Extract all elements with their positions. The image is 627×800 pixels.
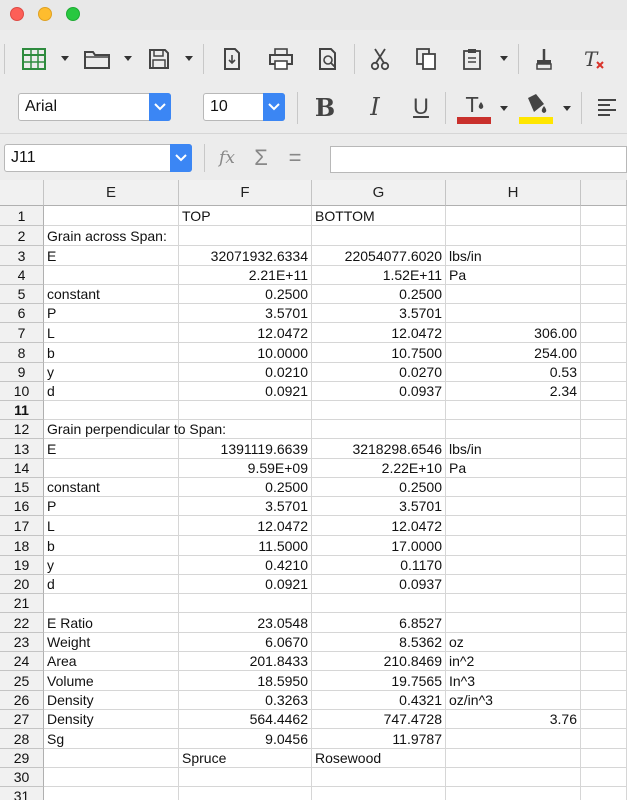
cell-f7[interactable]: 12.0472	[179, 323, 312, 343]
name-box[interactable]	[4, 144, 192, 172]
column-header-i[interactable]	[581, 180, 627, 206]
cell-e13[interactable]: E	[44, 439, 179, 459]
font-size-dropdown-button[interactable]	[263, 93, 285, 121]
cell-i17[interactable]	[581, 516, 627, 536]
cell-i7[interactable]	[581, 323, 627, 343]
cell-h22[interactable]	[446, 613, 581, 633]
column-header-f[interactable]: F	[179, 180, 312, 206]
equals-icon[interactable]: =	[288, 145, 302, 170]
spreadsheet-grid[interactable]	[0, 180, 627, 800]
cell-h11[interactable]	[446, 401, 581, 420]
font-size-combobox[interactable]	[203, 93, 285, 121]
cell-h1[interactable]	[446, 206, 581, 226]
chevron-down-icon[interactable]	[500, 56, 508, 61]
cell-g2[interactable]	[312, 226, 446, 246]
print-preview-icon[interactable]	[314, 46, 342, 72]
cell-e15[interactable]: constant	[44, 478, 179, 497]
cell-h27[interactable]: 3.76	[446, 710, 581, 729]
toolbar-separator	[4, 44, 5, 74]
cell-f19[interactable]: 0.4210	[179, 556, 312, 575]
cell-e27[interactable]: Density	[44, 710, 179, 729]
toolbar-separator	[518, 44, 519, 74]
cell-g12[interactable]	[312, 420, 446, 439]
cell-g22[interactable]: 6.8527	[312, 613, 446, 633]
cell-e14[interactable]	[44, 459, 179, 478]
row-header[interactable]: 16	[0, 497, 44, 516]
cell-i25[interactable]	[581, 671, 627, 691]
cell-f23[interactable]: 6.0670	[179, 633, 312, 652]
row-header[interactable]: 11	[0, 401, 44, 420]
folder-icon[interactable]	[82, 46, 112, 72]
cell-h8[interactable]: 254.00	[446, 343, 581, 363]
cell-e1[interactable]	[44, 206, 179, 226]
cell-i1[interactable]	[581, 206, 627, 226]
cell-g11[interactable]	[312, 401, 446, 420]
row-header[interactable]: 31	[0, 787, 44, 800]
standard-toolbar	[0, 30, 627, 88]
cell-f10[interactable]: 0.0921	[179, 382, 312, 401]
toolbar-separator	[297, 92, 298, 124]
cell-h7[interactable]: 306.00	[446, 323, 581, 343]
cell-i21[interactable]	[581, 594, 627, 613]
cell-f16[interactable]: 3.5701	[179, 497, 312, 516]
cell-g30[interactable]	[312, 768, 446, 787]
cell-e11[interactable]	[44, 401, 179, 420]
cell-h30[interactable]	[446, 768, 581, 787]
cell-h28[interactable]	[446, 729, 581, 749]
cell-i18[interactable]	[581, 536, 627, 556]
cell-i12[interactable]	[581, 420, 627, 439]
cell-e6[interactable]: P	[44, 304, 179, 323]
svg-text:T: T	[466, 93, 479, 117]
column-header-g[interactable]: G	[312, 180, 446, 206]
export-pdf-icon[interactable]	[218, 46, 246, 72]
cell-g18[interactable]: 17.0000	[312, 536, 446, 556]
sum-icon[interactable]: Σ	[254, 145, 268, 170]
cell-i4[interactable]	[581, 266, 627, 285]
function-wizard-icon[interactable]: fx	[219, 148, 235, 168]
cell-f15[interactable]: 0.2500	[179, 478, 312, 497]
row-header[interactable]: 14	[0, 459, 44, 478]
cell-i10[interactable]	[581, 382, 627, 401]
cell-i30[interactable]	[581, 768, 627, 787]
highlight-color-icon	[518, 92, 554, 126]
cell-h4[interactable]: Pa	[446, 266, 581, 285]
cell-f26[interactable]: 0.3263	[179, 691, 312, 710]
cell-g7[interactable]: 12.0472	[312, 323, 446, 343]
row-header[interactable]: 3	[0, 246, 44, 266]
cell-i24[interactable]	[581, 652, 627, 671]
cell-e17[interactable]: L	[44, 516, 179, 536]
cell-e7[interactable]: L	[44, 323, 179, 343]
row-header[interactable]: 28	[0, 729, 44, 749]
cell-e29[interactable]	[44, 749, 179, 768]
cell-f29[interactable]: Spruce	[179, 749, 312, 768]
svg-text:T: T	[584, 47, 598, 71]
cell-g5[interactable]: 0.2500	[312, 285, 446, 304]
row-header[interactable]: 1	[0, 206, 44, 226]
row-header[interactable]: 24	[0, 652, 44, 671]
cell-h13[interactable]: lbs/in	[446, 439, 581, 459]
cell-g29[interactable]: Rosewood	[312, 749, 446, 768]
cell-e2[interactable]: Grain across Span:	[44, 226, 179, 246]
cell-i2[interactable]	[581, 226, 627, 246]
row-header[interactable]: 15	[0, 478, 44, 497]
cell-g20[interactable]: 0.0937	[312, 575, 446, 594]
cell-f5[interactable]: 0.2500	[179, 285, 312, 304]
row-header[interactable]: 12	[0, 420, 44, 439]
cell-h5[interactable]	[446, 285, 581, 304]
cell-e18[interactable]: b	[44, 536, 179, 556]
cell-h15[interactable]	[446, 478, 581, 497]
cell-e4[interactable]	[44, 266, 179, 285]
row-header[interactable]: 25	[0, 671, 44, 691]
cell-e30[interactable]	[44, 768, 179, 787]
row-header[interactable]: 30	[0, 768, 44, 787]
cell-g19[interactable]: 0.1170	[312, 556, 446, 575]
select-all-corner[interactable]	[0, 180, 44, 206]
row-header[interactable]: 5	[0, 285, 44, 304]
toolbar-separator	[354, 44, 355, 74]
cell-f31[interactable]	[179, 787, 312, 800]
clear-formatting-icon[interactable]	[580, 46, 608, 72]
font-name-value: Arial	[25, 98, 58, 115]
cell-i15[interactable]	[581, 478, 627, 497]
chevron-down-icon	[268, 103, 280, 111]
cell-g24[interactable]: 210.8469	[312, 652, 446, 671]
formula-bar	[0, 133, 627, 180]
cell-h24[interactable]: in^2	[446, 652, 581, 671]
cell-h3[interactable]: lbs/in	[446, 246, 581, 266]
cell-h9[interactable]: 0.53	[446, 363, 581, 382]
cell-h23[interactable]: oz	[446, 633, 581, 652]
cell-h2[interactable]	[446, 226, 581, 246]
cell-h19[interactable]	[446, 556, 581, 575]
cell-f28[interactable]: 9.0456	[179, 729, 312, 749]
cell-i13[interactable]	[581, 439, 627, 459]
cell-i16[interactable]	[581, 497, 627, 516]
font-name-dropdown-button[interactable]	[149, 93, 171, 121]
zoom-window-button[interactable]	[66, 7, 80, 21]
chevron-down-icon[interactable]	[124, 56, 132, 61]
cell-i23[interactable]	[581, 633, 627, 652]
cell-g9[interactable]: 0.0270	[312, 363, 446, 382]
cell-f24[interactable]: 201.8433	[179, 652, 312, 671]
row-header[interactable]: 8	[0, 343, 44, 363]
cell-f2[interactable]	[179, 226, 312, 246]
cell-i14[interactable]	[581, 459, 627, 478]
chevron-down-icon[interactable]	[500, 106, 508, 111]
cell-i31[interactable]	[581, 787, 627, 800]
formatting-toolbar	[0, 88, 627, 133]
row-header[interactable]: 18	[0, 536, 44, 556]
cell-f21[interactable]	[179, 594, 312, 613]
title-bar	[0, 0, 627, 30]
cell-i29[interactable]	[581, 749, 627, 768]
cell-h18[interactable]	[446, 536, 581, 556]
cell-f6[interactable]: 3.5701	[179, 304, 312, 323]
cell-i28[interactable]	[581, 729, 627, 749]
cell-f25[interactable]: 18.5950	[179, 671, 312, 691]
row-header[interactable]: 22	[0, 613, 44, 633]
cell-e31[interactable]	[44, 787, 179, 800]
cell-g17[interactable]: 12.0472	[312, 516, 446, 536]
row-header[interactable]: 29	[0, 749, 44, 768]
cell-i3[interactable]	[581, 246, 627, 266]
cell-e23[interactable]: Weight	[44, 633, 179, 652]
column-header-h[interactable]: H	[446, 180, 581, 206]
cell-h31[interactable]	[446, 787, 581, 800]
cell-i11[interactable]	[581, 401, 627, 420]
cell-i9[interactable]	[581, 363, 627, 382]
table-icon[interactable]	[20, 46, 48, 72]
name-box-dropdown-button[interactable]	[170, 144, 192, 172]
copy-icon[interactable]	[412, 46, 440, 72]
cell-f8[interactable]: 10.0000	[179, 343, 312, 363]
row-header[interactable]: 19	[0, 556, 44, 575]
cell-i26[interactable]	[581, 691, 627, 710]
cell-g3[interactable]: 22054077.6020	[312, 246, 446, 266]
cell-i8[interactable]	[581, 343, 627, 363]
cut-icon[interactable]	[366, 46, 394, 72]
toolbar-separator	[581, 92, 582, 124]
cell-g23[interactable]: 8.5362	[312, 633, 446, 652]
cell-e19[interactable]: y	[44, 556, 179, 575]
cell-e24[interactable]: Area	[44, 652, 179, 671]
save-icon[interactable]	[145, 46, 173, 72]
cell-f20[interactable]: 0.0921	[179, 575, 312, 594]
cell-g26[interactable]: 0.4321	[312, 691, 446, 710]
cell-h17[interactable]	[446, 516, 581, 536]
formula-input[interactable]	[330, 146, 627, 173]
cell-e22[interactable]: E Ratio	[44, 613, 179, 633]
cell-g14[interactable]: 2.22E+10	[312, 459, 446, 478]
bold-button[interactable]: B	[314, 92, 336, 122]
cell-h14[interactable]: Pa	[446, 459, 581, 478]
column-header-e[interactable]: E	[44, 180, 179, 206]
cell-h10[interactable]: 2.34	[446, 382, 581, 401]
cell-g6[interactable]: 3.5701	[312, 304, 446, 323]
cell-h12[interactable]	[446, 420, 581, 439]
cell-h25[interactable]: In^3	[446, 671, 581, 691]
print-icon[interactable]	[266, 46, 296, 72]
cell-f27[interactable]: 564.4462	[179, 710, 312, 729]
row-header[interactable]: 23	[0, 633, 44, 652]
underline-button[interactable]: U	[413, 94, 429, 119]
cell-g1[interactable]: BOTTOM	[312, 206, 446, 226]
toolbar-separator	[445, 92, 446, 124]
cell-g21[interactable]	[312, 594, 446, 613]
row-header[interactable]: 6	[0, 304, 44, 323]
cell-g27[interactable]: 747.4728	[312, 710, 446, 729]
cell-f1[interactable]: TOP	[179, 206, 312, 226]
row-header[interactable]: 13	[0, 439, 44, 459]
cell-g15[interactable]: 0.2500	[312, 478, 446, 497]
cell-e9[interactable]: y	[44, 363, 179, 382]
cell-e26[interactable]: Density	[44, 691, 179, 710]
row-header[interactable]: 4	[0, 266, 44, 285]
cell-g8[interactable]: 10.7500	[312, 343, 446, 363]
font-color-icon	[456, 92, 492, 126]
cell-h26[interactable]: oz/in^3	[446, 691, 581, 710]
row-header[interactable]: 7	[0, 323, 44, 343]
cell-f14[interactable]: 9.59E+09	[179, 459, 312, 478]
cell-i22[interactable]	[581, 613, 627, 633]
font-name-combobox[interactable]	[18, 93, 171, 121]
cell-e12[interactable]: Grain perpendicular to Span:	[44, 420, 179, 439]
cell-f3[interactable]: 32071932.6334	[179, 246, 312, 266]
cell-g4[interactable]: 1.52E+11	[312, 266, 446, 285]
cell-i20[interactable]	[581, 575, 627, 594]
cell-h16[interactable]	[446, 497, 581, 516]
font-color-button[interactable]	[456, 92, 492, 126]
cell-e5[interactable]: constant	[44, 285, 179, 304]
cell-f9[interactable]: 0.0210	[179, 363, 312, 382]
minimize-window-button[interactable]	[38, 7, 52, 21]
font-size-value: 10	[210, 98, 228, 115]
paste-icon[interactable]	[458, 46, 486, 72]
cell-f30[interactable]	[179, 768, 312, 787]
cell-i27[interactable]	[581, 710, 627, 729]
cell-f22[interactable]: 23.0548	[179, 613, 312, 633]
close-window-button[interactable]	[10, 7, 24, 21]
chevron-down-icon[interactable]	[563, 106, 571, 111]
row-header[interactable]: 9	[0, 363, 44, 382]
cell-h29[interactable]	[446, 749, 581, 768]
chevron-down-icon	[154, 103, 166, 111]
cell-g16[interactable]: 3.5701	[312, 497, 446, 516]
cell-f18[interactable]: 11.5000	[179, 536, 312, 556]
row-header[interactable]: 2	[0, 226, 44, 246]
cell-h21[interactable]	[446, 594, 581, 613]
cell-e21[interactable]	[44, 594, 179, 613]
cell-f4[interactable]: 2.21E+11	[179, 266, 312, 285]
cell-e20[interactable]: d	[44, 575, 179, 594]
row-header[interactable]: 21	[0, 594, 44, 613]
chevron-down-icon[interactable]	[185, 56, 193, 61]
cell-e8[interactable]: b	[44, 343, 179, 363]
cell-e28[interactable]: Sg	[44, 729, 179, 749]
chevron-down-icon	[175, 154, 187, 162]
cell-e25[interactable]: Volume	[44, 671, 179, 691]
cell-g13[interactable]: 3218298.6546	[312, 439, 446, 459]
row-header[interactable]: 20	[0, 575, 44, 594]
row-header[interactable]: 17	[0, 516, 44, 536]
row-header[interactable]: 26	[0, 691, 44, 710]
cell-h6[interactable]	[446, 304, 581, 323]
cell-g25[interactable]: 19.7565	[312, 671, 446, 691]
cell-g10[interactable]: 0.0937	[312, 382, 446, 401]
cell-h20[interactable]	[446, 575, 581, 594]
cell-i6[interactable]	[581, 304, 627, 323]
align-left-icon[interactable]	[594, 94, 620, 122]
cell-e16[interactable]: P	[44, 497, 179, 516]
cell-f17[interactable]: 12.0472	[179, 516, 312, 536]
cell-i5[interactable]	[581, 285, 627, 304]
row-header[interactable]: 27	[0, 710, 44, 729]
name-box-value: J11	[11, 149, 36, 166]
cell-f11[interactable]	[179, 401, 312, 420]
toolbar-separator	[203, 44, 204, 74]
cell-g31[interactable]	[312, 787, 446, 800]
italic-button[interactable]: I	[370, 93, 380, 121]
toolbar-separator	[204, 144, 205, 172]
row-header[interactable]: 10	[0, 382, 44, 401]
clone-formatting-icon[interactable]	[530, 46, 558, 72]
cell-g28[interactable]: 11.9787	[312, 729, 446, 749]
cell-f13[interactable]: 1391119.6639	[179, 439, 312, 459]
highlight-color-button[interactable]	[518, 92, 554, 126]
chevron-down-icon[interactable]	[61, 56, 69, 61]
cell-e10[interactable]: d	[44, 382, 179, 401]
cell-e3[interactable]: E	[44, 246, 179, 266]
cell-i19[interactable]	[581, 556, 627, 575]
